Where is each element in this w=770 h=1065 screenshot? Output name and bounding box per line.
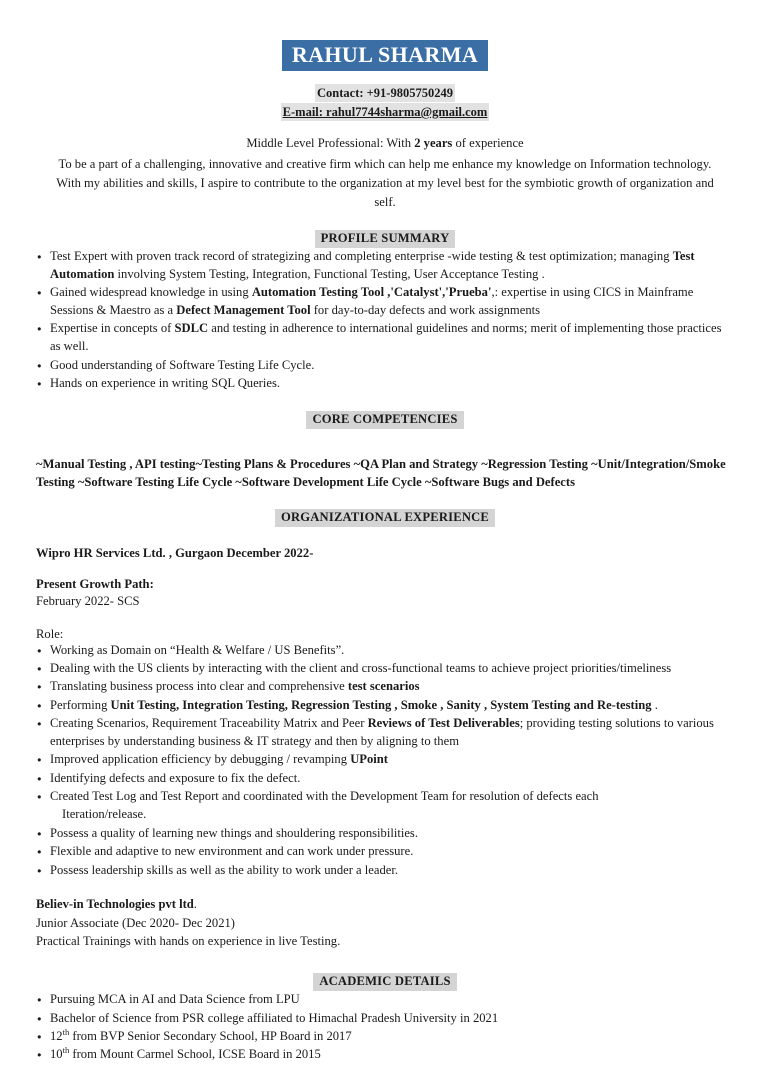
list-item-text: Reviews of Test Deliverables — [367, 716, 520, 731]
list-item-text: Identifying defects and exposure to fix the defect. — [50, 770, 301, 785]
contact-block — [36, 84, 734, 121]
intro-objective: To be a part of a challenging, innovative and creative firm which can help me enhance my knowledge on Information technology. With my abilities and skills, I aspire to contribute to the organization at my level best for the symbiotic growth of organization and self. — [56, 157, 714, 209]
list-item-text: Hands on experience in writing SQL Queries. — [50, 375, 281, 390]
list-item-text: involving System Testing, Integration, Functional Testing, User Acceptance Testing . — [114, 266, 545, 281]
list-item-text: and testing in adherence to international guidelines and norms; merit of implementing those practices as well. — [50, 321, 722, 354]
intro-tagline-years: 2 years — [414, 136, 453, 151]
list-item-text: Flexible and adaptive to new environment and can work under pressure. — [50, 844, 414, 859]
contact-phone: Contact: +91-9805750249 — [315, 84, 455, 102]
list-item — [36, 660, 734, 678]
academic-details-list — [36, 991, 734, 1064]
list-item-text: test scenarios — [347, 679, 420, 694]
contact-email[interactable]: E-mail: rahul7744sharma@gmail.com — [281, 103, 490, 121]
experience-company-previous-name: Believ-in Technologies pvt ltd — [36, 897, 194, 912]
list-item — [36, 642, 734, 660]
list-item-text: Bachelor of Science from PSR college affiliated to Himachal Pradesh University in 2021 — [50, 1010, 499, 1025]
list-item-text: Good understanding of Software Testing Life Cycle. — [50, 357, 315, 372]
list-item — [36, 697, 734, 715]
list-item — [36, 357, 734, 375]
section-heading-profile-summary — [36, 229, 734, 248]
section-heading-academic-details — [36, 972, 734, 991]
list-item-text: Working as Domain on “Health & Welfare / US Benefits”. — [50, 642, 345, 657]
name-header — [36, 40, 734, 71]
list-item-text: Gained widespread knowledge in using — [50, 285, 252, 300]
intro-tagline-post: of experience — [452, 136, 524, 151]
list-item-text: Unit Testing, Integration Testing, Regression Testing , Smoke , Sanity , System Testing and Re-testing — [110, 697, 652, 712]
list-item-text: 12 — [50, 1028, 63, 1043]
intro-tagline — [36, 134, 734, 153]
experience-previous-detail: Practical Trainings with hands on experience in live Testing. — [36, 933, 341, 948]
section-heading-organizational-experience — [36, 508, 734, 527]
list-item-text: Iteration/release. — [62, 807, 147, 822]
list-item-text: Defect Management Tool — [176, 302, 311, 317]
profile-summary-list — [36, 248, 734, 393]
list-item — [36, 862, 734, 880]
list-item-text: ,: expertise in using CICS in Mainframe Sessions & Maestro as a — [50, 285, 694, 317]
list-item — [36, 1010, 734, 1028]
list-item-text: UPoint — [350, 752, 388, 767]
section-heading-core-competencies — [36, 410, 734, 429]
experience-growth-path-detail: February 2022- SCS — [36, 594, 140, 609]
section-heading-profile-summary-label: PROFILE SUMMARY — [315, 230, 456, 248]
core-competencies-text: ~Manual Testing , API testing~Testing Plans & Procedures ~QA Plan and Strategy ~Regression Testing ~Unit/Integration/Smoke Testing ~Software Testing Life Cycle ~Software Development Life Cycle ~Software Bugs and Defects — [36, 456, 726, 490]
section-heading-academic-details-label: ACADEMIC DETAILS — [313, 973, 456, 991]
list-item — [36, 806, 734, 824]
experience-previous-title: Junior Associate (Dec 2020- Dec 2021) — [36, 915, 235, 930]
list-item-text: SDLC — [174, 321, 209, 336]
experience-role-list — [36, 642, 734, 880]
experience-company-current: Wipro HR Services Ltd. , Gurgaon December 2022- — [36, 546, 314, 561]
list-item-text: Pursuing MCA in AI and Data Science from LPU — [50, 992, 300, 1007]
experience-growth-path-label: Present Growth Path: — [36, 577, 154, 592]
list-item-text: Expertise in concepts of — [50, 321, 175, 336]
list-item-text: ; providing testing solutions to various enterprises by understanding business & IT strategy and then by aligning to them — [50, 716, 714, 748]
list-item-text: th — [62, 1026, 70, 1037]
list-item-text: Possess a quality of learning new things and shouldering responsibilities. — [50, 825, 418, 840]
list-item — [36, 770, 734, 788]
list-item — [36, 843, 734, 861]
list-item-text: Translating business process into clear and comprehensive — [50, 679, 348, 694]
list-item — [36, 1046, 734, 1064]
list-item — [36, 825, 734, 843]
list-item-text: Created Test Log and Test Report and coordinated with the Development Team for resolution of defects each — [50, 789, 599, 804]
experience-company-previous — [36, 895, 734, 913]
list-item-text: for day-to-day defects and work assignments — [310, 302, 541, 317]
list-item — [36, 788, 734, 806]
list-item-text: Test Automation — [50, 248, 695, 281]
list-item — [36, 678, 734, 696]
list-item-text: . — [651, 697, 658, 712]
list-item-text: Possess leadership skills as well as the ability to work under a leader. — [50, 862, 399, 877]
list-item-text: from Mount Carmel School, ICSE Board in 2015 — [69, 1047, 321, 1062]
list-item-text: Automation Testing Tool ,'Catalyst','Prueba' — [251, 285, 492, 300]
list-item-text: Performing — [50, 697, 111, 712]
list-item — [36, 284, 734, 320]
list-item-text: from BVP Senior Secondary School, HP Board in 2017 — [69, 1028, 352, 1043]
list-item-text: Test Expert with proven track record of strategizing and completing enterprise -wide testing & test optimization; managing — [50, 248, 673, 263]
list-item — [36, 991, 734, 1009]
experience-company-previous-suffix: . — [193, 897, 197, 912]
section-heading-organizational-experience-label: ORGANIZATIONAL EXPERIENCE — [275, 509, 495, 527]
list-item — [36, 751, 734, 769]
list-item-text: Improved application efficiency by debugging / revamping — [50, 752, 351, 767]
list-item-text: 10 — [50, 1047, 63, 1062]
list-item — [36, 375, 734, 393]
list-item-text: Creating Scenarios, Requirement Traceability Matrix and Peer — [50, 716, 368, 731]
list-item — [36, 320, 734, 356]
list-item — [36, 1028, 734, 1046]
list-item — [36, 248, 734, 284]
list-item — [36, 715, 734, 751]
section-heading-core-competencies-label: CORE COMPETENCIES — [306, 411, 463, 429]
list-item-text: th — [62, 1045, 70, 1056]
list-item-text: Dealing with the US clients by interacting with the client and cross-functional teams to achieve project priorities/timeliness — [50, 660, 672, 675]
experience-role-label: Role: — [36, 626, 64, 641]
intro-tagline-pre: Middle Level Professional: With — [246, 136, 415, 151]
intro-block — [36, 134, 734, 212]
candidate-name: RAHUL SHARMA — [282, 40, 488, 71]
